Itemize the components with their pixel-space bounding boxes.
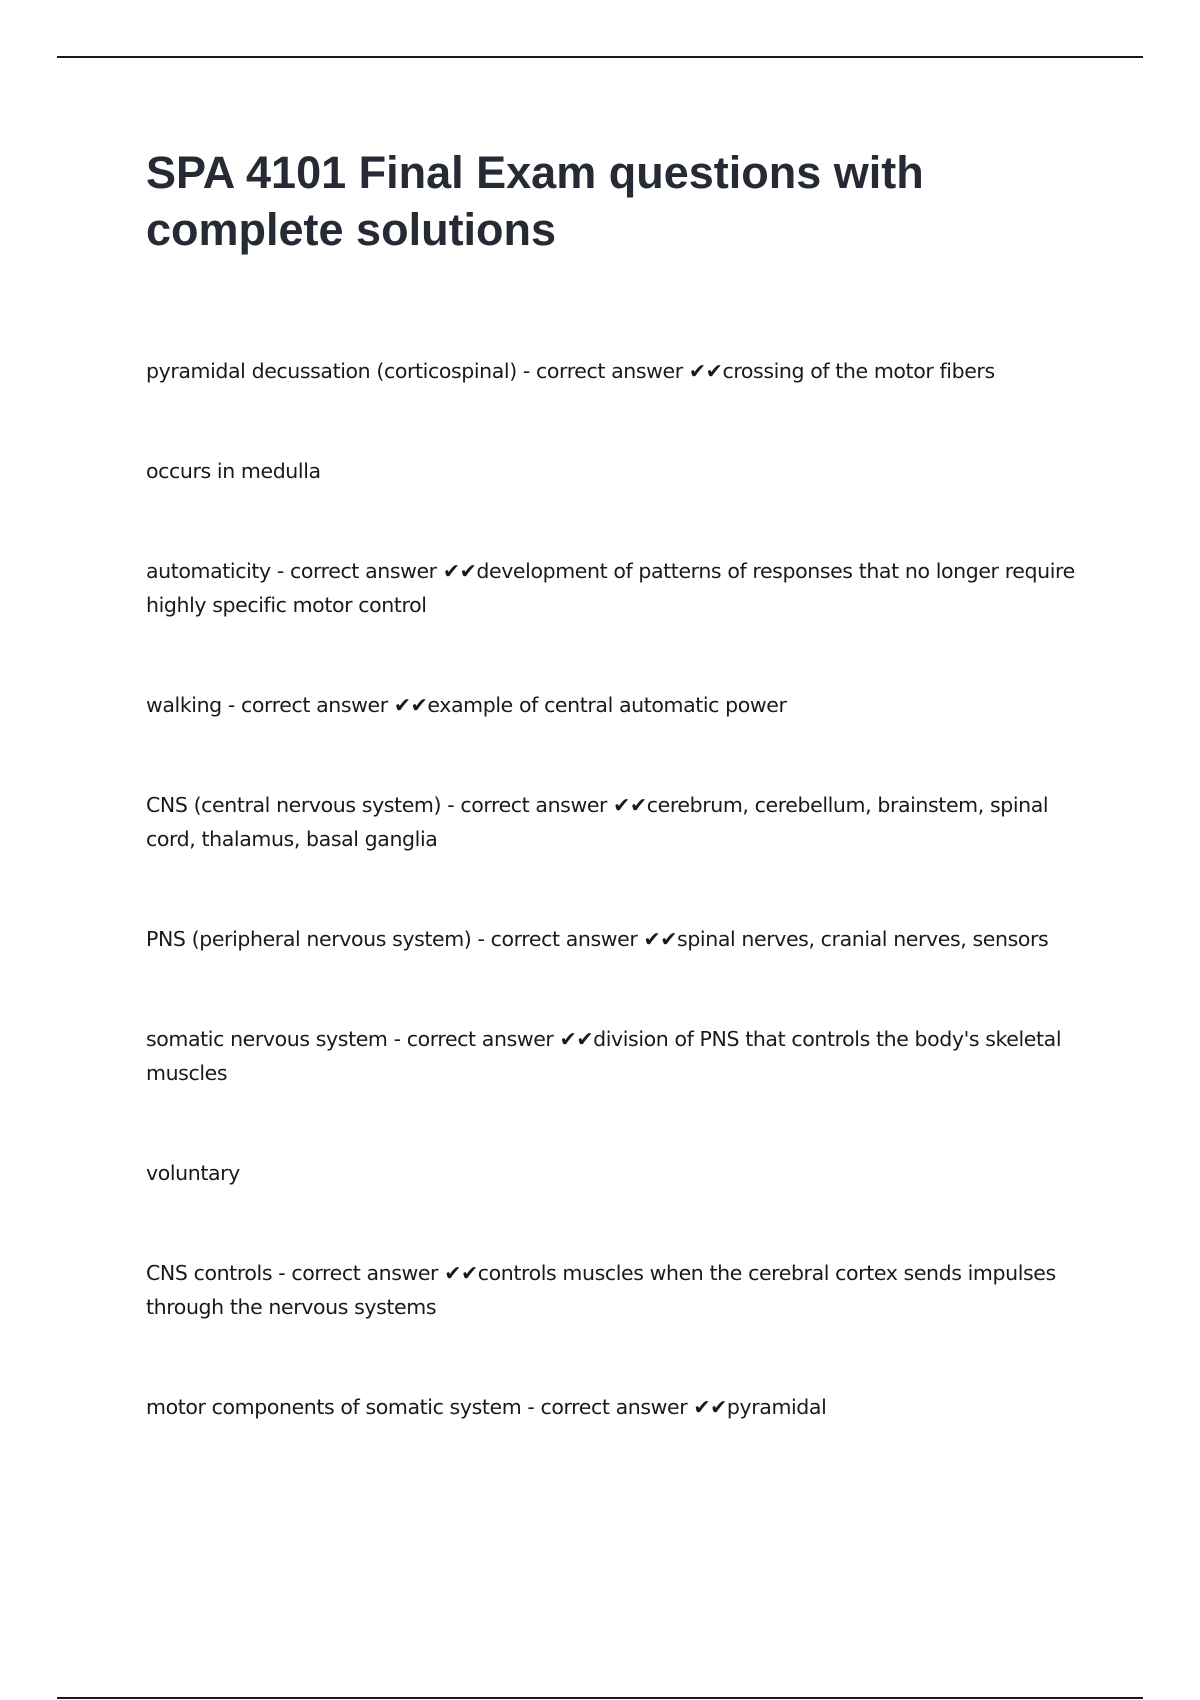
- qa-entry-pns: PNS (peripheral nervous system) - correct answer ✔✔spinal nerves, cranial nerves, sensors: [146, 927, 1049, 951]
- bottom-rule: [57, 1697, 1143, 1699]
- page-title: SPA 4101 Final Exam questions with complete solutions: [146, 147, 924, 255]
- qa-entry-voluntary: voluntary: [146, 1161, 240, 1185]
- qa-entry-automaticity: automaticity - correct answer ✔✔development of patterns of responses that no longer require highly specific motor control: [146, 559, 1075, 617]
- qa-entry-motor-components: motor components of somatic system - correct answer ✔✔pyramidal: [146, 1395, 827, 1419]
- qa-entry-walking: walking - correct answer ✔✔example of central automatic power: [146, 693, 787, 717]
- qa-entry-occurs-in-medulla: occurs in medulla: [146, 459, 321, 483]
- top-rule: [57, 56, 1143, 58]
- qa-entry-cns-controls: CNS controls - correct answer ✔✔controls muscles when the cerebral cortex sends impulses through the nervous systems: [146, 1261, 1056, 1319]
- qa-entry-somatic-nervous-system: somatic nervous system - correct answer ✔✔division of PNS that controls the body's skeletal muscles: [146, 1027, 1062, 1085]
- qa-entry-pyramidal-decussation: pyramidal decussation (corticospinal) - correct answer ✔✔crossing of the motor fibers: [146, 359, 995, 383]
- qa-entry-cns: CNS (central nervous system) - correct answer ✔✔cerebrum, cerebellum, brainstem, spinal cord, thalamus, basal ganglia: [146, 793, 1049, 851]
